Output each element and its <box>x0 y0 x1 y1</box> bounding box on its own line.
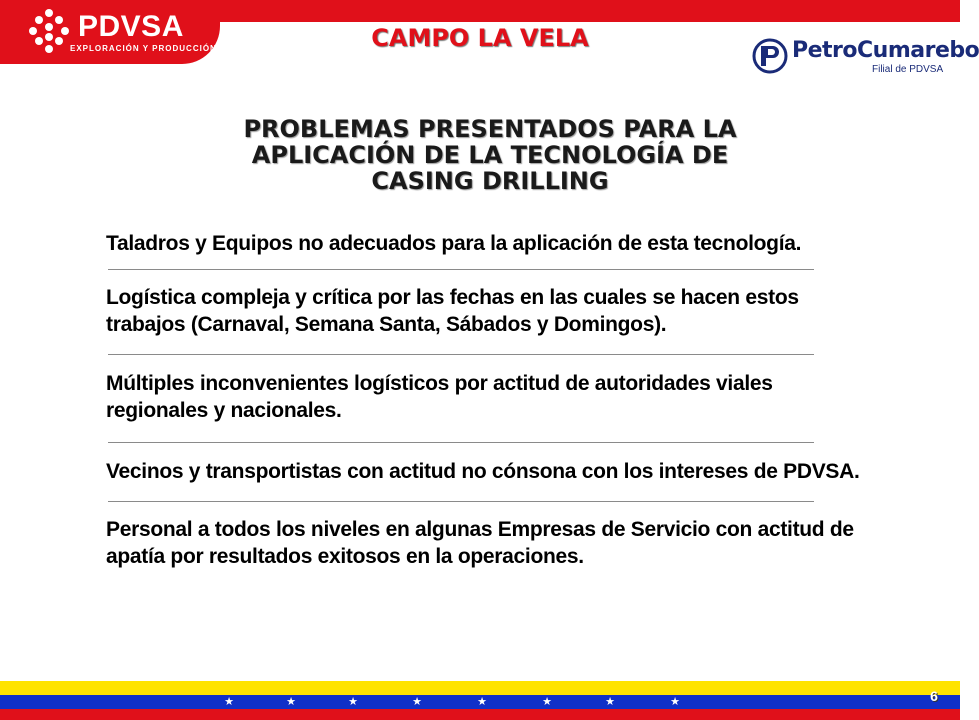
heading-line: PROBLEMAS PRESENTADOS PARA LA <box>243 115 737 143</box>
partner-subtitle: Filial de PDVSA <box>872 64 944 75</box>
problem-item: Vecinos y transportistas con actitud no cónsona con los intereses de PDVSA. <box>106 460 860 483</box>
pdvsa-logo-icon <box>28 8 70 54</box>
star-icon: ★ <box>412 695 422 708</box>
slide-heading <box>160 116 820 194</box>
divider-line <box>108 501 814 502</box>
heading-line: CASING DRILLING <box>371 167 609 195</box>
star-icon: ★ <box>348 695 358 708</box>
partner-name: PetroCumarebo <box>792 38 979 63</box>
problem-list <box>106 230 866 570</box>
heading-line: APLICACIÓN DE LA TECNOLOGÍA DE <box>251 141 729 169</box>
page-number: 6 <box>930 688 938 704</box>
divider-line <box>108 354 814 355</box>
slide-title: CAMPO LA VELA <box>371 24 589 52</box>
star-icon: ★ <box>477 695 487 708</box>
problem-item: Logística compleja y crítica por las fechas en las cuales se hacen estos trabajos (Carnaval, Semana Santa, Sábados y Domingos). <box>106 286 799 336</box>
problem-item: Personal a todos los niveles en algunas Empresas de Servicio con actitud de apatía por resultados exitosos en la operaciones. <box>106 518 854 568</box>
pdvsa-company-name: PDVSA <box>78 10 184 43</box>
problem-item: Múltiples inconvenientes logísticos por actitud de autoridades viales regionales y nacionales. <box>106 372 773 422</box>
star-icon: ★ <box>670 695 680 708</box>
pdvsa-brand-panel <box>0 0 220 64</box>
star-icon: ★ <box>286 695 296 708</box>
flag-stripe-red <box>0 709 960 720</box>
star-icon: ★ <box>542 695 552 708</box>
petrocumarebo-logo-icon <box>752 38 788 74</box>
divider-line <box>108 269 814 270</box>
pdvsa-company-subtitle: EXPLORACIÓN Y PRODUCCIÓN <box>70 44 217 53</box>
problem-item: Taladros y Equipos no adecuados para la aplicación de esta tecnología. <box>106 232 802 255</box>
divider-line <box>108 442 814 443</box>
star-icon: ★ <box>224 695 234 708</box>
star-icon: ★ <box>605 695 615 708</box>
flag-stripe-yellow <box>0 681 960 695</box>
